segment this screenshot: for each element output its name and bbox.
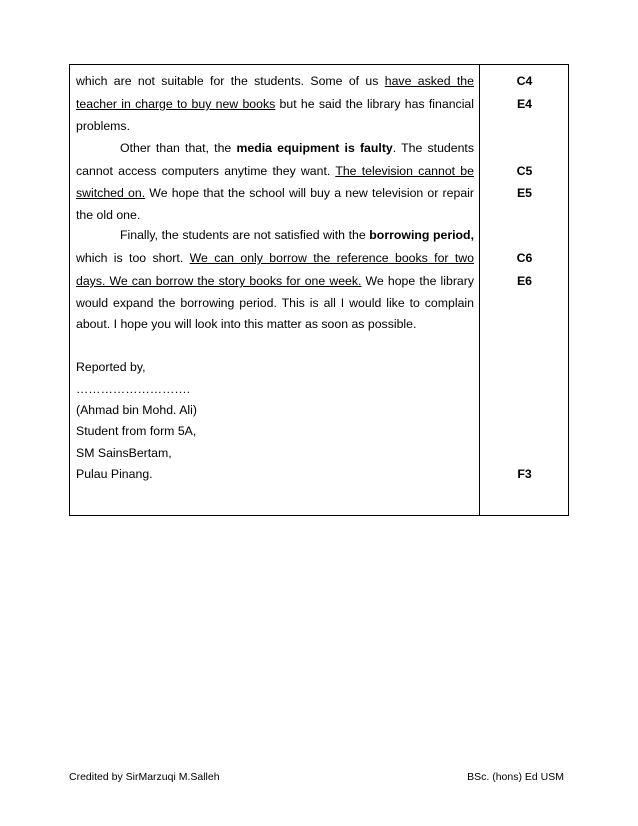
marking-code: E5 [516, 186, 533, 200]
column-divider [479, 65, 480, 515]
underlined-text: The television cannot be [335, 164, 474, 178]
text-run: but he said the library has financial [275, 97, 475, 111]
text-run: We hope that the school will buy a new television or repair [145, 186, 474, 200]
text-line: would expand the borrowing period. This is all I would like to complain [76, 296, 474, 310]
underlined-text: have asked the [384, 74, 474, 88]
marking-code: C4 [516, 74, 533, 88]
text-run: Finally, the students are not satisfied with the [120, 228, 370, 242]
text-line [76, 140, 474, 156]
text-run: which are not suitable for the students. Some of us [76, 74, 385, 88]
letter-table [69, 64, 569, 516]
marking-code: E6 [516, 274, 533, 288]
sender-name: (Ahmad bin Mohd. Ali) [76, 403, 197, 417]
footer-degree: BSc. (hons) Ed USM [467, 771, 564, 783]
text-run: which is too short. [76, 251, 190, 265]
underlined-text: teacher in charge to buy new books [76, 97, 276, 111]
underlined-text: days. We can borrow the story books for one week. [76, 274, 362, 288]
text-line [76, 250, 474, 266]
marking-code: C6 [516, 251, 533, 265]
underlined-text: switched on. [76, 186, 146, 200]
text-line [76, 273, 474, 289]
bold-text: media equipment is faulty [236, 141, 393, 155]
text-line [76, 73, 474, 89]
text-line [76, 163, 474, 179]
marking-code: C5 [516, 164, 533, 178]
text-line: about. I hope you will look into this matter as soon as possible. [76, 317, 417, 331]
marking-code: E4 [516, 97, 533, 111]
bold-text: borrowing period, [369, 228, 474, 242]
text-run: We hope the library [361, 274, 474, 288]
text-line: the old one. [76, 208, 141, 222]
text-run: . The students [392, 141, 474, 155]
text-line [76, 185, 474, 201]
footer-credit: Credited by SirMarzuqi M.Salleh [69, 771, 220, 783]
text-line: problems. [76, 119, 130, 133]
marking-code: F3 [517, 467, 532, 481]
sender-class: Student from form 5A, [76, 424, 197, 438]
sender-place: Pulau Pinang. [76, 467, 153, 481]
underlined-text: We can only borrow the reference books for two [189, 251, 475, 265]
closing: Reported by, [76, 360, 146, 374]
sender-school: SM SainsBertam, [76, 446, 172, 460]
signature-line: ………………………. [76, 382, 191, 396]
text-line [76, 96, 474, 112]
text-run: cannot access computers anytime they want. [76, 164, 336, 178]
text-line [76, 227, 474, 243]
text-run: Other than that, the [120, 141, 237, 155]
